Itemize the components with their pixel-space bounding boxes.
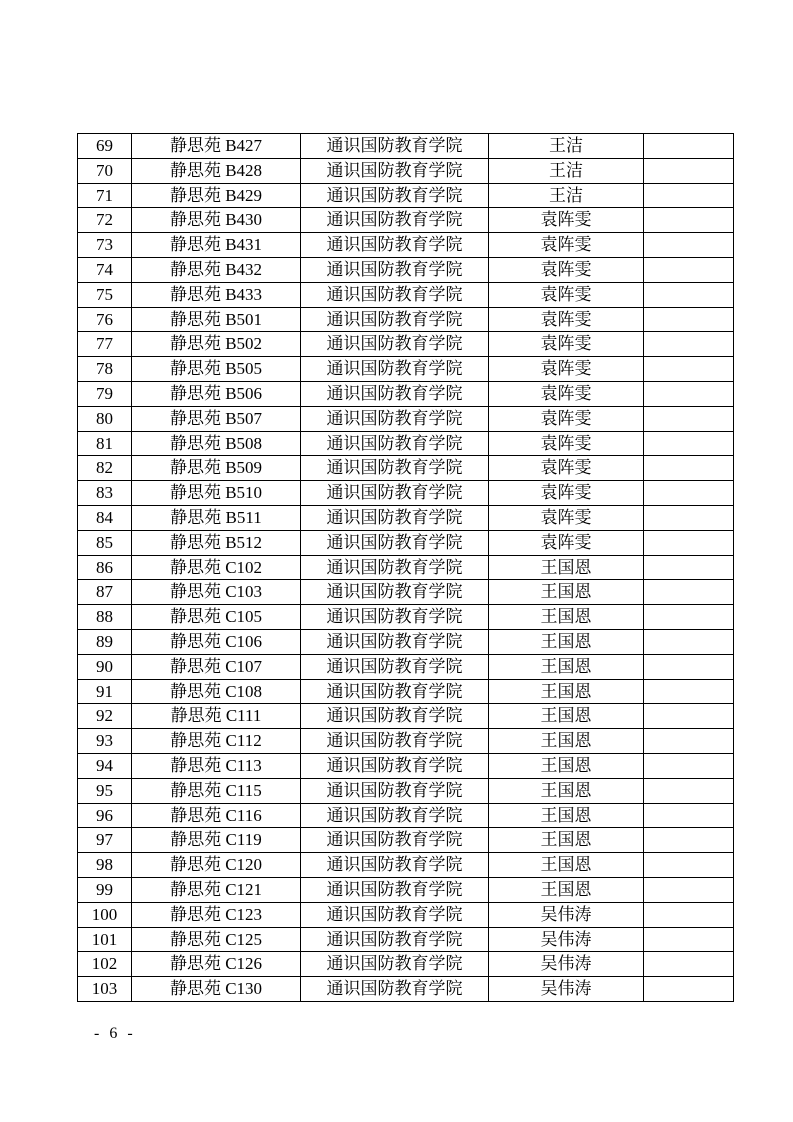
college-cell: 通识国防教育学院 bbox=[301, 803, 489, 828]
college-cell: 通识国防教育学院 bbox=[301, 605, 489, 630]
note-cell bbox=[644, 257, 734, 282]
room-cell: 静思苑 C125 bbox=[132, 927, 301, 952]
room-cell: 静思苑 B506 bbox=[132, 381, 301, 406]
college-cell: 通识国防教育学院 bbox=[301, 977, 489, 1002]
note-cell bbox=[644, 282, 734, 307]
note-cell bbox=[644, 629, 734, 654]
note-cell bbox=[644, 679, 734, 704]
person-cell: 吴伟涛 bbox=[489, 952, 644, 977]
row-number-cell: 96 bbox=[78, 803, 132, 828]
room-cell: 静思苑 B511 bbox=[132, 505, 301, 530]
table-row bbox=[78, 778, 734, 803]
note-cell bbox=[644, 332, 734, 357]
person-cell: 袁阵雯 bbox=[489, 530, 644, 555]
table-row bbox=[78, 282, 734, 307]
note-cell bbox=[644, 753, 734, 778]
room-cell: 静思苑 B431 bbox=[132, 233, 301, 258]
person-cell: 王洁 bbox=[489, 158, 644, 183]
row-number-cell: 92 bbox=[78, 704, 132, 729]
row-number-cell: 90 bbox=[78, 654, 132, 679]
person-cell: 袁阵雯 bbox=[489, 208, 644, 233]
college-cell: 通识国防教育学院 bbox=[301, 853, 489, 878]
table-row bbox=[78, 977, 734, 1002]
note-cell bbox=[644, 853, 734, 878]
person-cell: 袁阵雯 bbox=[489, 233, 644, 258]
table-row bbox=[78, 877, 734, 902]
college-cell: 通识国防教育学院 bbox=[301, 654, 489, 679]
table-row bbox=[78, 233, 734, 258]
row-number-cell: 86 bbox=[78, 555, 132, 580]
room-cell: 静思苑 C111 bbox=[132, 704, 301, 729]
person-cell: 袁阵雯 bbox=[489, 505, 644, 530]
college-cell: 通识国防教育学院 bbox=[301, 580, 489, 605]
table-row bbox=[78, 357, 734, 382]
row-number-cell: 85 bbox=[78, 530, 132, 555]
room-cell: 静思苑 B508 bbox=[132, 431, 301, 456]
note-cell bbox=[644, 902, 734, 927]
college-cell: 通识国防教育学院 bbox=[301, 877, 489, 902]
row-number-cell: 75 bbox=[78, 282, 132, 307]
table-row bbox=[78, 704, 734, 729]
table-row bbox=[78, 729, 734, 754]
table-row bbox=[78, 629, 734, 654]
person-cell: 王国恩 bbox=[489, 679, 644, 704]
college-cell: 通识国防教育学院 bbox=[301, 307, 489, 332]
college-cell: 通识国防教育学院 bbox=[301, 505, 489, 530]
room-cell: 静思苑 B429 bbox=[132, 183, 301, 208]
college-cell: 通识国防教育学院 bbox=[301, 481, 489, 506]
note-cell bbox=[644, 803, 734, 828]
room-cell: 静思苑 B502 bbox=[132, 332, 301, 357]
note-cell bbox=[644, 605, 734, 630]
person-cell: 王国恩 bbox=[489, 555, 644, 580]
row-number-cell: 73 bbox=[78, 233, 132, 258]
page-number: - 6 - bbox=[94, 1025, 136, 1042]
college-cell: 通识国防教育学院 bbox=[301, 456, 489, 481]
note-cell bbox=[644, 580, 734, 605]
person-cell: 王国恩 bbox=[489, 654, 644, 679]
college-cell: 通识国防教育学院 bbox=[301, 704, 489, 729]
room-cell: 静思苑 B510 bbox=[132, 481, 301, 506]
table-row bbox=[78, 902, 734, 927]
row-number-cell: 94 bbox=[78, 753, 132, 778]
room-cell: 静思苑 C105 bbox=[132, 605, 301, 630]
note-cell bbox=[644, 977, 734, 1002]
room-cell: 静思苑 C130 bbox=[132, 977, 301, 1002]
note-cell bbox=[644, 381, 734, 406]
person-cell: 袁阵雯 bbox=[489, 431, 644, 456]
college-cell: 通识国防教育学院 bbox=[301, 530, 489, 555]
note-cell bbox=[644, 952, 734, 977]
person-cell: 王国恩 bbox=[489, 729, 644, 754]
row-number-cell: 79 bbox=[78, 381, 132, 406]
person-cell: 王国恩 bbox=[489, 629, 644, 654]
college-cell: 通识国防教育学院 bbox=[301, 952, 489, 977]
row-number-cell: 83 bbox=[78, 481, 132, 506]
row-number-cell: 93 bbox=[78, 729, 132, 754]
person-cell: 袁阵雯 bbox=[489, 406, 644, 431]
person-cell: 王国恩 bbox=[489, 704, 644, 729]
room-cell: 静思苑 C115 bbox=[132, 778, 301, 803]
room-cell: 静思苑 C116 bbox=[132, 803, 301, 828]
row-number-cell: 103 bbox=[78, 977, 132, 1002]
room-cell: 静思苑 C106 bbox=[132, 629, 301, 654]
table-row bbox=[78, 530, 734, 555]
room-cell: 静思苑 B427 bbox=[132, 134, 301, 159]
dormitory-table bbox=[77, 133, 734, 1002]
row-number-cell: 76 bbox=[78, 307, 132, 332]
note-cell bbox=[644, 481, 734, 506]
person-cell: 王国恩 bbox=[489, 753, 644, 778]
note-cell bbox=[644, 877, 734, 902]
row-number-cell: 95 bbox=[78, 778, 132, 803]
person-cell: 王国恩 bbox=[489, 877, 644, 902]
table-row bbox=[78, 381, 734, 406]
note-cell bbox=[644, 134, 734, 159]
room-cell: 静思苑 B501 bbox=[132, 307, 301, 332]
row-number-cell: 98 bbox=[78, 853, 132, 878]
college-cell: 通识国防教育学院 bbox=[301, 555, 489, 580]
person-cell: 王国恩 bbox=[489, 605, 644, 630]
row-number-cell: 77 bbox=[78, 332, 132, 357]
room-cell: 静思苑 B430 bbox=[132, 208, 301, 233]
room-cell: 静思苑 C108 bbox=[132, 679, 301, 704]
note-cell bbox=[644, 233, 734, 258]
person-cell: 袁阵雯 bbox=[489, 381, 644, 406]
college-cell: 通识国防教育学院 bbox=[301, 679, 489, 704]
table-row bbox=[78, 828, 734, 853]
person-cell: 吴伟涛 bbox=[489, 902, 644, 927]
table-row bbox=[78, 679, 734, 704]
table-row bbox=[78, 481, 734, 506]
table-row bbox=[78, 580, 734, 605]
table-row bbox=[78, 183, 734, 208]
person-cell: 王国恩 bbox=[489, 778, 644, 803]
person-cell: 袁阵雯 bbox=[489, 357, 644, 382]
note-cell bbox=[644, 456, 734, 481]
row-number-cell: 87 bbox=[78, 580, 132, 605]
row-number-cell: 99 bbox=[78, 877, 132, 902]
person-cell: 袁阵雯 bbox=[489, 456, 644, 481]
row-number-cell: 88 bbox=[78, 605, 132, 630]
note-cell bbox=[644, 357, 734, 382]
row-number-cell: 71 bbox=[78, 183, 132, 208]
table-row bbox=[78, 654, 734, 679]
note-cell bbox=[644, 704, 734, 729]
note-cell bbox=[644, 307, 734, 332]
person-cell: 王国恩 bbox=[489, 580, 644, 605]
row-number-cell: 84 bbox=[78, 505, 132, 530]
table-row bbox=[78, 208, 734, 233]
college-cell: 通识国防教育学院 bbox=[301, 927, 489, 952]
row-number-cell: 97 bbox=[78, 828, 132, 853]
college-cell: 通识国防教育学院 bbox=[301, 406, 489, 431]
person-cell: 吴伟涛 bbox=[489, 977, 644, 1002]
note-cell bbox=[644, 158, 734, 183]
room-cell: 静思苑 B432 bbox=[132, 257, 301, 282]
row-number-cell: 78 bbox=[78, 357, 132, 382]
college-cell: 通识国防教育学院 bbox=[301, 753, 489, 778]
note-cell bbox=[644, 729, 734, 754]
row-number-cell: 70 bbox=[78, 158, 132, 183]
row-number-cell: 101 bbox=[78, 927, 132, 952]
row-number-cell: 82 bbox=[78, 456, 132, 481]
college-cell: 通识国防教育学院 bbox=[301, 332, 489, 357]
table-row bbox=[78, 927, 734, 952]
table-row bbox=[78, 952, 734, 977]
person-cell: 王国恩 bbox=[489, 853, 644, 878]
person-cell: 袁阵雯 bbox=[489, 307, 644, 332]
table-row bbox=[78, 456, 734, 481]
row-number-cell: 69 bbox=[78, 134, 132, 159]
room-cell: 静思苑 B433 bbox=[132, 282, 301, 307]
table-row bbox=[78, 257, 734, 282]
room-cell: 静思苑 B512 bbox=[132, 530, 301, 555]
room-cell: 静思苑 C103 bbox=[132, 580, 301, 605]
table-row bbox=[78, 307, 734, 332]
college-cell: 通识国防教育学院 bbox=[301, 381, 489, 406]
table-row bbox=[78, 406, 734, 431]
college-cell: 通识国防教育学院 bbox=[301, 828, 489, 853]
note-cell bbox=[644, 183, 734, 208]
table-row bbox=[78, 853, 734, 878]
row-number-cell: 80 bbox=[78, 406, 132, 431]
row-number-cell: 89 bbox=[78, 629, 132, 654]
note-cell bbox=[644, 555, 734, 580]
room-cell: 静思苑 B509 bbox=[132, 456, 301, 481]
college-cell: 通识国防教育学院 bbox=[301, 902, 489, 927]
table-row bbox=[78, 332, 734, 357]
person-cell: 袁阵雯 bbox=[489, 282, 644, 307]
note-cell bbox=[644, 505, 734, 530]
note-cell bbox=[644, 927, 734, 952]
room-cell: 静思苑 C107 bbox=[132, 654, 301, 679]
table-row bbox=[78, 431, 734, 456]
room-cell: 静思苑 B507 bbox=[132, 406, 301, 431]
table-row bbox=[78, 605, 734, 630]
row-number-cell: 91 bbox=[78, 679, 132, 704]
person-cell: 王国恩 bbox=[489, 803, 644, 828]
college-cell: 通识国防教育学院 bbox=[301, 208, 489, 233]
table-row bbox=[78, 555, 734, 580]
room-cell: 静思苑 C112 bbox=[132, 729, 301, 754]
room-cell: 静思苑 C102 bbox=[132, 555, 301, 580]
room-cell: 静思苑 C120 bbox=[132, 853, 301, 878]
note-cell bbox=[644, 431, 734, 456]
note-cell bbox=[644, 778, 734, 803]
room-cell: 静思苑 C119 bbox=[132, 828, 301, 853]
person-cell: 袁阵雯 bbox=[489, 332, 644, 357]
room-cell: 静思苑 B505 bbox=[132, 357, 301, 382]
table-body bbox=[78, 134, 734, 1002]
row-number-cell: 74 bbox=[78, 257, 132, 282]
room-cell: 静思苑 C126 bbox=[132, 952, 301, 977]
college-cell: 通识国防教育学院 bbox=[301, 629, 489, 654]
room-cell: 静思苑 C121 bbox=[132, 877, 301, 902]
row-number-cell: 100 bbox=[78, 902, 132, 927]
note-cell bbox=[644, 530, 734, 555]
college-cell: 通识国防教育学院 bbox=[301, 729, 489, 754]
college-cell: 通识国防教育学院 bbox=[301, 158, 489, 183]
room-cell: 静思苑 C123 bbox=[132, 902, 301, 927]
room-cell: 静思苑 C113 bbox=[132, 753, 301, 778]
person-cell: 吴伟涛 bbox=[489, 927, 644, 952]
college-cell: 通识国防教育学院 bbox=[301, 282, 489, 307]
college-cell: 通识国防教育学院 bbox=[301, 233, 489, 258]
college-cell: 通识国防教育学院 bbox=[301, 257, 489, 282]
person-cell: 王洁 bbox=[489, 183, 644, 208]
note-cell bbox=[644, 654, 734, 679]
table-row bbox=[78, 505, 734, 530]
room-cell: 静思苑 B428 bbox=[132, 158, 301, 183]
row-number-cell: 72 bbox=[78, 208, 132, 233]
table-row bbox=[78, 158, 734, 183]
table-row bbox=[78, 134, 734, 159]
college-cell: 通识国防教育学院 bbox=[301, 183, 489, 208]
row-number-cell: 81 bbox=[78, 431, 132, 456]
college-cell: 通识国防教育学院 bbox=[301, 778, 489, 803]
table-row bbox=[78, 803, 734, 828]
person-cell: 袁阵雯 bbox=[489, 257, 644, 282]
row-number-cell: 102 bbox=[78, 952, 132, 977]
note-cell bbox=[644, 406, 734, 431]
table-row bbox=[78, 753, 734, 778]
note-cell bbox=[644, 208, 734, 233]
college-cell: 通识国防教育学院 bbox=[301, 357, 489, 382]
person-cell: 王洁 bbox=[489, 134, 644, 159]
note-cell bbox=[644, 828, 734, 853]
person-cell: 王国恩 bbox=[489, 828, 644, 853]
college-cell: 通识国防教育学院 bbox=[301, 134, 489, 159]
college-cell: 通识国防教育学院 bbox=[301, 431, 489, 456]
person-cell: 袁阵雯 bbox=[489, 481, 644, 506]
